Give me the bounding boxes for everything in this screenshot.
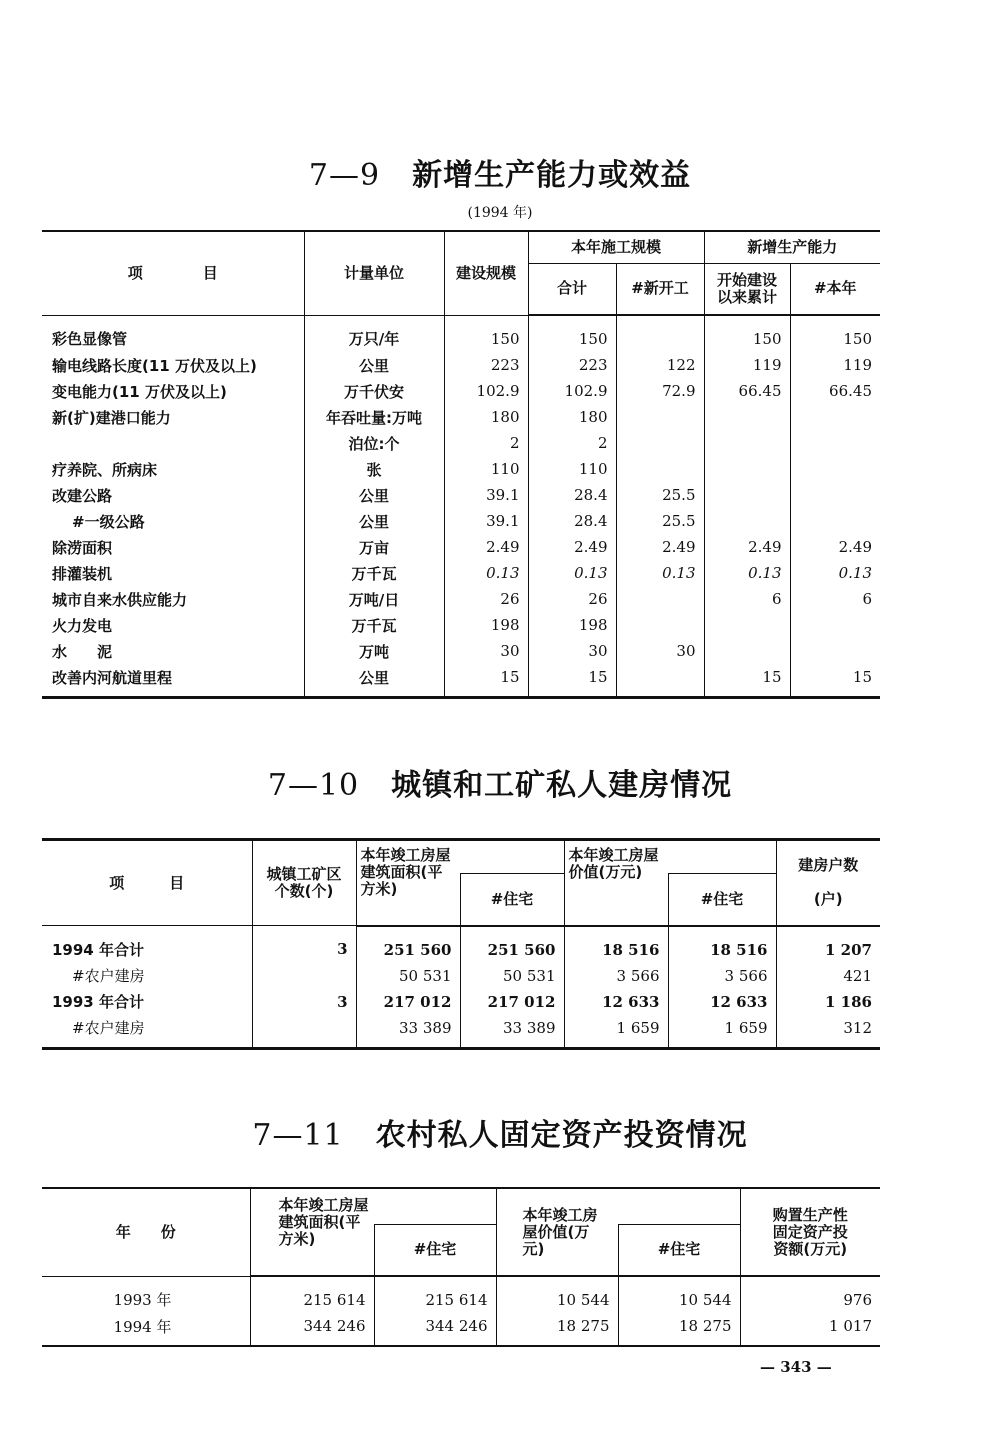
cell-value: 1 659 [564, 1015, 668, 1049]
table-7-9-title [0, 150, 1000, 194]
cell-districts [252, 963, 356, 989]
cell-new-start: 2.49 [616, 534, 704, 560]
table-title-text: 新增生产能力或效益 [412, 158, 692, 193]
cell-cumulative [704, 404, 790, 430]
cell-scale: 180 [444, 404, 528, 430]
cell-this-year [790, 482, 880, 508]
cell-new-start [616, 612, 704, 638]
cell-housing2: 12 633 [668, 989, 776, 1015]
table-row [42, 482, 880, 508]
cell-unit: 张 [304, 456, 444, 482]
table-row [42, 560, 880, 586]
table-row [42, 612, 880, 638]
cell-new-start: 30 [616, 638, 704, 664]
col-assets: 购置生产性固定资产投资额(万元) [740, 1188, 880, 1276]
col-item: 项 目 [42, 231, 304, 315]
cell-this-year: 15 [790, 664, 880, 698]
cell-housing2: 10 544 [618, 1276, 740, 1313]
cell-value: 12 633 [564, 989, 668, 1015]
col-value: 本年竣工房屋价值(万元) [564, 840, 668, 926]
cell-this-year [790, 430, 880, 456]
cell-item: 除涝面积 [52, 538, 113, 557]
col-area-spacer [460, 840, 564, 874]
cell-this-year [790, 508, 880, 534]
col-housing: #住宅 [460, 874, 564, 926]
cell-unit: 公里 [304, 352, 444, 378]
cell-item [42, 430, 304, 456]
cell-unit: 年吞吐量:万吨 [304, 404, 444, 430]
cell-total: 223 [528, 352, 616, 378]
cell-scale: 2.49 [444, 534, 528, 560]
urban-housing-body [42, 926, 880, 1049]
col-cumulative: 开始建设以来累计 [704, 263, 790, 315]
cell-unit: 泊位:个 [304, 430, 444, 456]
cell-unit: 万千瓦 [304, 612, 444, 638]
cell-cumulative: 15 [704, 664, 790, 698]
cell-area: 215 614 [250, 1276, 374, 1313]
table-number: 7—10 [267, 768, 360, 803]
cell-new-start: 25.5 [616, 508, 704, 534]
cell-item: 1993 年合计 [52, 993, 144, 1011]
cell-total: 15 [528, 664, 616, 698]
households-unit: (户) [813, 890, 843, 909]
cell-value: 3 566 [564, 963, 668, 989]
table-row [42, 430, 880, 456]
cell-assets: 976 [740, 1276, 880, 1313]
households-label: 建房户数 [798, 856, 859, 875]
cell-unit: 万只/年 [304, 315, 444, 352]
cell-total: 180 [528, 404, 616, 430]
cell-housing: 215 614 [374, 1276, 496, 1313]
cell-area: 33 389 [356, 1015, 460, 1049]
col-households [776, 840, 880, 926]
cell-scale: 150 [444, 315, 528, 352]
cell-this-year [790, 456, 880, 482]
cell-assets: 1 017 [740, 1313, 880, 1346]
cell-item: 1994 年合计 [52, 940, 144, 959]
cell-year: 1994 年 [113, 1317, 172, 1336]
cell-unit: 万吨 [304, 638, 444, 664]
col-housing2: #住宅 [618, 1224, 740, 1276]
cell-new-start [616, 456, 704, 482]
col-item: 项 目 [42, 840, 252, 926]
table-row [42, 1015, 880, 1049]
cell-new-start: 72.9 [616, 378, 704, 404]
cell-unit: 公里 [304, 664, 444, 698]
cell-unit: 万吨/日 [304, 586, 444, 612]
col-area: 本年竣工房屋建筑面积(平方米) [356, 840, 460, 926]
cell-unit: 万亩 [304, 534, 444, 560]
cell-housing2: 18 516 [668, 926, 776, 963]
cell-scale: 15 [444, 664, 528, 698]
cell-total: 0.13 [528, 560, 616, 586]
cell-total: 26 [528, 586, 616, 612]
cell-item: 变电能力(11 万伏及以上) [52, 382, 227, 401]
table-row [42, 508, 880, 534]
urban-housing-table [42, 838, 880, 1050]
page-number: — 343 — [760, 1358, 832, 1376]
cell-unit: 公里 [304, 482, 444, 508]
col-area: 本年竣工房屋建筑面积(平方米) [250, 1188, 374, 1276]
cell-new-start: 122 [616, 352, 704, 378]
table-row [42, 534, 880, 560]
cell-item: 城市自来水供应能力 [52, 590, 188, 609]
cell-cumulative [704, 638, 790, 664]
cell-this-year: 0.13 [790, 560, 880, 586]
col-housing: #住宅 [374, 1224, 496, 1276]
cell-item: #农户建房 [72, 1019, 145, 1037]
cell-item: #一级公路 [72, 512, 145, 531]
cell-new-start [616, 586, 704, 612]
col-value-spacer [618, 1188, 740, 1224]
col-year: 年 份 [42, 1188, 250, 1276]
cell-this-year [790, 638, 880, 664]
cell-item: 改建公路 [52, 486, 113, 505]
table-row [42, 586, 880, 612]
table-row [42, 1313, 880, 1346]
cell-cumulative: 2.49 [704, 534, 790, 560]
cell-item: 疗养院、所病床 [52, 460, 158, 479]
cell-cumulative [704, 482, 790, 508]
col-value: 本年竣工房屋价值(万元) [496, 1188, 618, 1276]
cell-item: 改善内河航道里程 [52, 668, 173, 687]
cell-housing: 344 246 [374, 1313, 496, 1346]
cell-cumulative: 119 [704, 352, 790, 378]
cell-area: 217 012 [356, 989, 460, 1015]
cell-item: 输电线路长度(11 万伏及以上) [52, 356, 257, 375]
table-number: 7—9 [308, 158, 381, 193]
cell-area: 251 560 [356, 926, 460, 963]
table-row [42, 1276, 880, 1313]
cell-cumulative: 150 [704, 315, 790, 352]
col-housing2: #住宅 [668, 874, 776, 926]
cell-scale: 39.1 [444, 482, 528, 508]
cell-item: 排灌装机 [52, 564, 113, 583]
cell-total: 2.49 [528, 534, 616, 560]
col-districts: 城镇工矿区个数(个) [252, 840, 356, 926]
cell-cumulative [704, 456, 790, 482]
cell-area: 50 531 [356, 963, 460, 989]
cell-cumulative: 66.45 [704, 378, 790, 404]
cell-year: 1993 年 [113, 1291, 172, 1310]
cell-new-start [616, 404, 704, 430]
col-unit: 计量单位 [304, 231, 444, 315]
new-capacity-body [42, 315, 880, 698]
cell-value: 10 544 [496, 1276, 618, 1313]
table-row [42, 378, 880, 404]
cell-item: #农户建房 [72, 967, 145, 985]
cell-this-year [790, 404, 880, 430]
cell-housing: 217 012 [460, 989, 564, 1015]
table-title-text: 城镇和工矿私人建房情况 [391, 768, 733, 803]
cell-unit: 公里 [304, 508, 444, 534]
cell-scale: 26 [444, 586, 528, 612]
col-area-spacer [374, 1188, 496, 1224]
new-capacity-table [42, 230, 880, 699]
cell-districts: 3 [252, 989, 356, 1015]
cell-cumulative [704, 508, 790, 534]
cell-housing: 251 560 [460, 926, 564, 963]
cell-item: 火力发电 [52, 616, 113, 635]
cell-item: 彩色显像管 [52, 330, 128, 349]
rural-investment-table [42, 1187, 880, 1347]
table-number: 7—11 [252, 1118, 344, 1153]
cell-new-start [616, 664, 704, 698]
col-value-spacer [668, 840, 776, 874]
cell-scale: 198 [444, 612, 528, 638]
col-total: 合计 [528, 263, 616, 315]
table-row [42, 638, 880, 664]
cell-total: 28.4 [528, 482, 616, 508]
cell-this-year: 66.45 [790, 378, 880, 404]
cell-unit: 万千伏安 [304, 378, 444, 404]
table-row [42, 989, 880, 1015]
cell-scale: 0.13 [444, 560, 528, 586]
cell-this-year: 150 [790, 315, 880, 352]
table-row [42, 664, 880, 698]
cell-households: 1 186 [776, 989, 880, 1015]
cell-districts: 3 [252, 926, 356, 963]
cell-item: 新(扩)建港口能力 [52, 408, 171, 427]
cell-districts [252, 1015, 356, 1049]
cell-area: 344 246 [250, 1313, 374, 1346]
cell-housing2: 1 659 [668, 1015, 776, 1049]
cell-this-year [790, 612, 880, 638]
cell-new-start [616, 430, 704, 456]
cell-total: 30 [528, 638, 616, 664]
cell-scale: 2 [444, 430, 528, 456]
table-7-10-title [0, 760, 1000, 804]
col-capacity-group: 新增生产能力 [704, 231, 880, 263]
cell-housing: 50 531 [460, 963, 564, 989]
table-row [42, 404, 880, 430]
table-7-11-title [0, 1110, 1000, 1154]
cell-scale: 39.1 [444, 508, 528, 534]
cell-scale: 110 [444, 456, 528, 482]
cell-total: 28.4 [528, 508, 616, 534]
cell-total: 2 [528, 430, 616, 456]
cell-new-start: 0.13 [616, 560, 704, 586]
cell-cumulative: 6 [704, 586, 790, 612]
table-7-9-subtitle: (1994 年) [467, 205, 533, 221]
cell-this-year: 2.49 [790, 534, 880, 560]
cell-total: 150 [528, 315, 616, 352]
cell-new-start: 25.5 [616, 482, 704, 508]
cell-housing: 33 389 [460, 1015, 564, 1049]
cell-value: 18 516 [564, 926, 668, 963]
cell-total: 198 [528, 612, 616, 638]
cell-total: 110 [528, 456, 616, 482]
cell-unit: 万千瓦 [304, 560, 444, 586]
cell-cumulative [704, 612, 790, 638]
cell-this-year: 119 [790, 352, 880, 378]
cell-scale: 102.9 [444, 378, 528, 404]
cell-cumulative: 0.13 [704, 560, 790, 586]
cell-cumulative [704, 430, 790, 456]
cell-households: 421 [776, 963, 880, 989]
cell-new-start [616, 315, 704, 352]
cell-households: 312 [776, 1015, 880, 1049]
table-title-text: 农村私人固定资产投资情况 [375, 1118, 748, 1153]
cell-this-year: 6 [790, 586, 880, 612]
cell-total: 102.9 [528, 378, 616, 404]
cell-value: 18 275 [496, 1313, 618, 1346]
rural-investment-body [42, 1276, 880, 1346]
cell-housing2: 18 275 [618, 1313, 740, 1346]
table-row [42, 926, 880, 963]
table-row [42, 315, 880, 352]
table-row [42, 352, 880, 378]
table-row [42, 963, 880, 989]
col-construction-group: 本年施工规模 [528, 231, 704, 263]
col-new-start: #新开工 [616, 263, 704, 315]
cell-housing2: 3 566 [668, 963, 776, 989]
cell-item: 水 泥 [52, 642, 113, 661]
cell-households: 1 207 [776, 926, 880, 963]
cell-scale: 30 [444, 638, 528, 664]
col-scale: 建设规模 [444, 231, 528, 315]
col-this-year: #本年 [790, 263, 880, 315]
cell-scale: 223 [444, 352, 528, 378]
table-row [42, 456, 880, 482]
